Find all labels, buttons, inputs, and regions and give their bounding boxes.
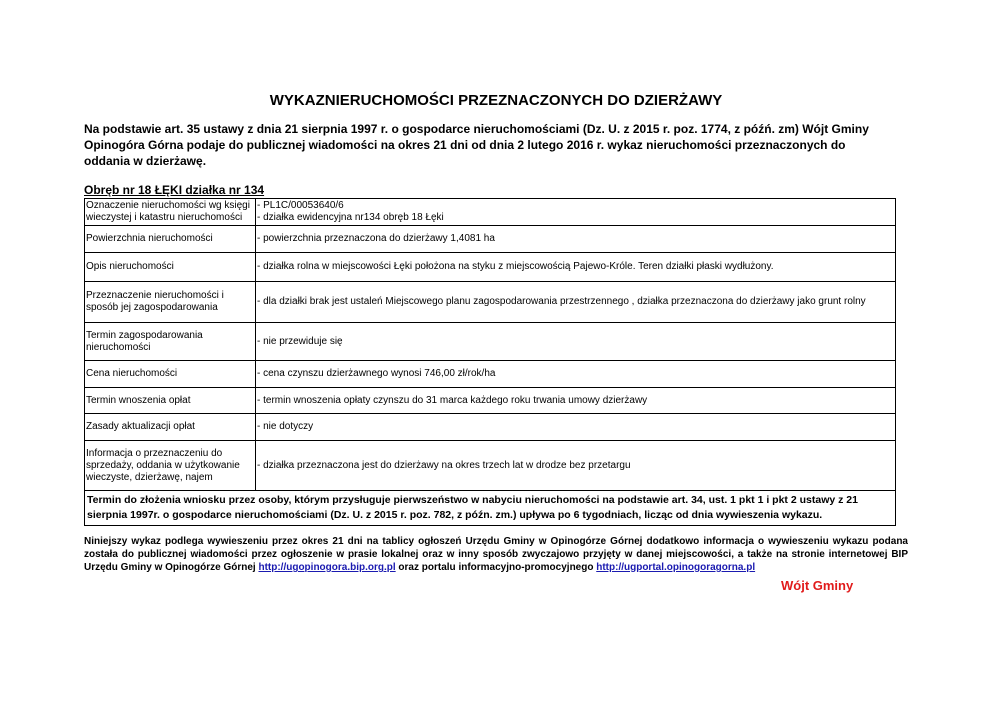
row-label: Termin wnoszenia opłat	[85, 388, 256, 414]
row-label: Zasady aktualizacji opłat	[85, 414, 256, 441]
property-table	[84, 198, 896, 526]
row-value-line: - działka ewidencyjna nr134 obręb 18 Łęki	[257, 212, 444, 223]
table-row	[85, 323, 896, 361]
row-value: - cena czynszu dzierżawnego wynosi 746,00 zł/rok/ha	[256, 361, 896, 388]
footer-text: Termin do złożenia wniosku przez osoby, którym przysługuje pierwszeństwo w nabyciu nieruchomości na podstawie art. 34, ust. 1 pkt 1 i pkt 2 ustawy z 21 sierpnia 1997r. o gospodarce nieruchomościami (Dz. U. z 2015 r. poz. 782, z późn. zm.) upływa po 6 tygodniach, licząc od dnia wywieszenia wykazu.	[85, 491, 896, 526]
row-value: - dla działki brak jest ustaleń Miejscowego planu zagospodarowania przestrzennego , działka przeznaczona do dzierżawy jako grunt rolny	[256, 282, 896, 323]
notice-text: Niniejszy wykaz podlega wywieszeniu przez okres 21 dni na tablicy ogłoszeń Urzędu Gminy w Opinogórze Górnej dodatkowo informacja o wywieszeniu wykazu podana została do publicznej wiadomości przez ogłoszenie w prasie lokalnej oraz w inny sposób zwyczajowo przyjęty w danej miejscowości, a także na stronie internetowej BIP Urzędu Gminy w Opinogórze Górnej	[84, 536, 908, 573]
row-label: Powierzchnia nieruchomości	[85, 226, 256, 253]
table-row	[85, 282, 896, 323]
row-label: Opis nieruchomości	[85, 253, 256, 282]
row-label: Informacja o przeznaczeniu do sprzedaży, oddania w użytkowanie wieczyste, dzierżawę, najem	[85, 441, 256, 491]
section-heading: Obręb nr 18 ŁĘKI działka nr 134	[84, 183, 265, 197]
row-label: Cena nieruchomości	[85, 361, 256, 388]
table-row	[85, 253, 896, 282]
intro-paragraph: Na podstawie art. 35 ustawy z dnia 21 sierpnia 1997 r. o gospodarce nieruchomościami (Dz. U. z 2015 r. poz. 1774, z późń. zm) Wójt Gminy Opinogóra Górna podaje do publicznej wiadomości na okres 21 dni od dnia 2 lutego 2016 r. wykaz nieruchomości przeznaczonych do oddania w dzierżawę.	[84, 122, 869, 168]
row-label: Oznaczenie nieruchomości wg księgi wieczystej i katastru nieruchomości	[85, 199, 256, 226]
notice-text: oraz portalu informacyjno-promocyjnego	[395, 562, 597, 573]
table-row	[85, 441, 896, 491]
notice-paragraph	[84, 535, 908, 574]
row-value: - powierzchnia przeznaczona do dzierżawy 1,4081 ha	[256, 226, 896, 253]
bip-link[interactable]: http://ugopinogora.bip.org.pl	[258, 562, 396, 573]
row-value: - nie przewiduje się	[256, 323, 896, 361]
row-value: - termin wnoszenia opłaty czynszu do 31 marca każdego roku trwania umowy dzierżawy	[256, 388, 896, 414]
table-row	[85, 388, 896, 414]
table-row	[85, 414, 896, 441]
row-value: - działka rolna w miejscowości Łęki położona na styku z miejscowością Pajewo-Króle. Teren działki płaski wydłużony.	[256, 253, 896, 282]
portal-link[interactable]: http://ugportal.opinogoragorna.pl	[596, 562, 756, 573]
row-value-line: - PL1C/00053640/6	[257, 200, 344, 211]
table-row	[85, 226, 896, 253]
row-value: - działka przeznaczona jest do dzierżawy na okres trzech lat w drodze bez przetargu	[256, 441, 896, 491]
row-value	[256, 199, 896, 226]
signature: Wójt Gminy	[781, 578, 854, 593]
table-row	[85, 199, 896, 226]
row-value: - nie dotyczy	[256, 414, 896, 441]
row-label: Termin zagospodarowania nieruchomości	[85, 323, 256, 361]
table-row	[85, 361, 896, 388]
table-footer-row	[85, 491, 896, 526]
row-label: Przeznaczenie nieruchomości i sposób jej zagospodarowania	[85, 282, 256, 323]
document-title: WYKAZNIERUCHOMOŚCI PRZEZNACZONYCH DO DZIERŻAWY	[269, 92, 723, 109]
